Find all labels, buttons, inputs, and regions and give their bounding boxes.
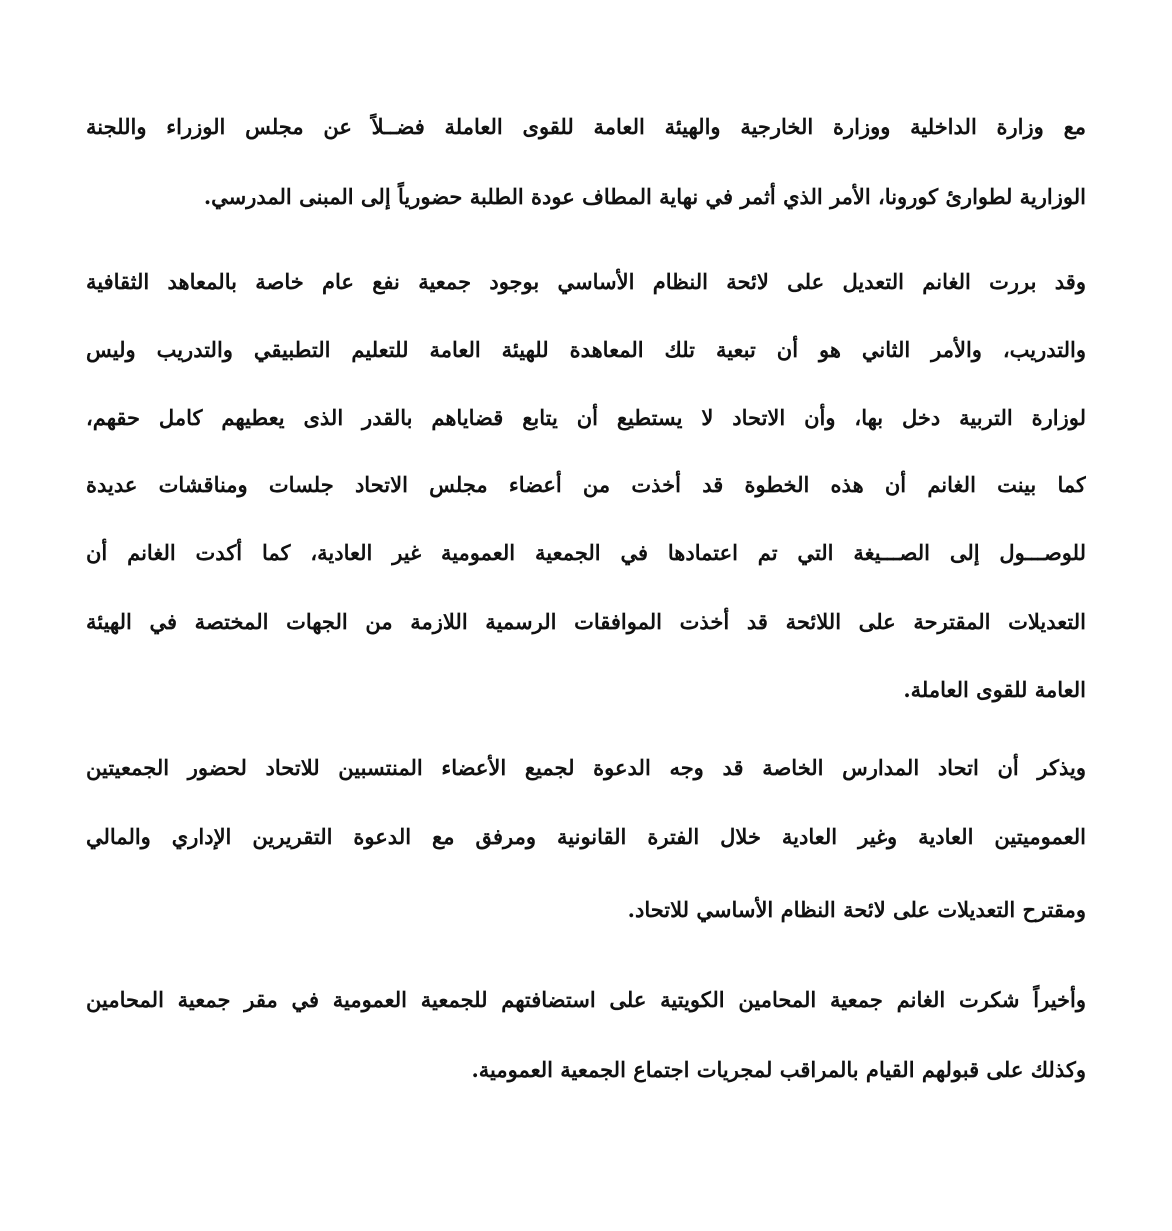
text-line: مع وزارة الداخلية ووزارة الخارجية والهيئة العامة للقوى العاملة فضــلاً عن مجلس الوزراء واللجنة <box>86 114 1086 139</box>
text-line: ويذكر أن اتحاد المدارس الخاصة قد وجه الدعوة لجميع الأعضاء المنتسبين للاتحاد لحضور الجمعيتين <box>86 755 1086 780</box>
text-line: الوزارية لطوارئ كورونا، الأمر الذي أثمر في نهاية المطاف عودة الطلبة حضورياً إلى المبنى المدرسي. <box>203 184 1086 209</box>
text-line: العموميتين العادية وغير العادية خلال الفترة القانونية ومرفق مع الدعوة التقريرين الإداري والمالي <box>86 824 1086 849</box>
text-line: وقد بررت الغانم التعديل على لائحة النظام الأساسي بوجود جمعية نفع عام خاصة بالمعاهد الثقافية <box>86 269 1086 294</box>
text-line: التعديلات المقترحة على اللائحة قد أخذت الموافقات الرسمية اللازمة من الجهات المختصة في الهيئة <box>86 609 1086 634</box>
text-line: وأخيراً شكرت الغانم جمعية المحامين الكويتية على استضافتهم للجمعية العمومية في مقر جمعية المحامين <box>86 987 1086 1012</box>
text-line: ومقترح التعديلات على لائحة النظام الأساسي للاتحاد. <box>627 897 1086 922</box>
text-line: لوزارة التربية دخل بها، وأن الاتحاد لا يستطيع أن يتابع قضاياهم بالقدر الذى يعطيهم كامل حقهم، <box>86 405 1086 430</box>
text-line: كما بينت الغانم أن هذه الخطوة قد أخذت من أعضاء مجلس الاتحاد جلسات ومناقشات عديدة <box>86 472 1086 497</box>
text-line: والتدريب، والأمر الثاني هو أن تبعية تلك المعاهدة للهيئة العامة للتعليم التطبيقي والتدريب وليس <box>86 337 1086 362</box>
text-line: للوصـــول إلى الصـــيغة التي تم اعتمادها في الجمعية العمومية غير العادية، كما أكدت الغانم أن <box>86 540 1086 565</box>
text-line: وكذلك على قبولهم القيام بالمراقب لمجريات اجتماع الجمعية العمومية. <box>471 1057 1086 1082</box>
text-line: العامة للقوى العاملة. <box>903 677 1086 702</box>
